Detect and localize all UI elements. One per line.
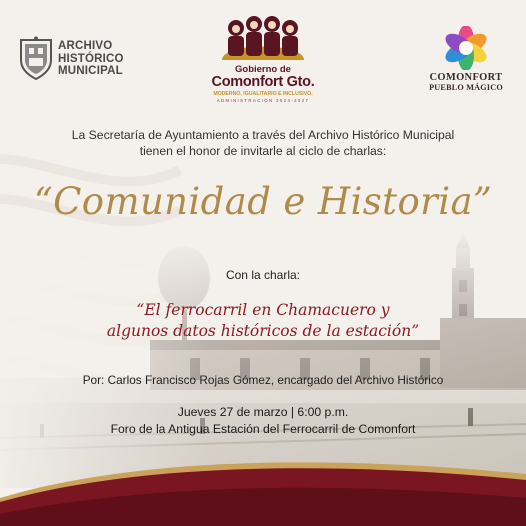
archivo-logo-line3: MUNICIPAL [58, 65, 123, 77]
intro-text [0, 127, 526, 159]
series-title: “Comunidad e Historia” [33, 180, 493, 223]
colorful-flower-icon [444, 26, 488, 70]
pueblo-magico-line1: COMONFORT [429, 72, 503, 83]
municipal-shield-icon [18, 36, 54, 80]
historical-figures-icon [220, 12, 306, 62]
archivo-historico-logo [18, 36, 138, 84]
archivo-logo-line2: HISTÓRICO [58, 52, 124, 65]
footer-wave [0, 440, 526, 526]
event-details [0, 404, 526, 437]
talk-title-line1: “El ferrocarril en Chamacuero y [136, 301, 390, 319]
event-venue: Foro de la Antigua Estación del Ferrocarril de Comonfort [110, 421, 416, 436]
comonfort-pueblo-magico-logo [422, 26, 510, 92]
talk-title-line2: algunos datos históricos de la estación” [106, 322, 420, 340]
gobierno-comonfort-logo [196, 12, 330, 102]
gobierno-logo-line1: Gobierno de [235, 64, 291, 75]
speaker-line: Por: Carlos Francisco Rojas Gómez, encargado del Archivo Histórico [82, 373, 444, 387]
intro-line2: tienen el honor de invitarle al ciclo de charlas: [139, 144, 387, 158]
gobierno-logo-line3: MODERNO, IGUALITARIO E INCLUSIVO. [213, 91, 313, 97]
pueblo-magico-line2: PUEBLO MÁGICO [429, 83, 503, 92]
charla-label: Con la charla: [225, 268, 301, 282]
intro-line1: La Secretaría de Ayuntamiento a través del Archivo Histórico Municipal [71, 128, 455, 142]
gobierno-logo-line4: ADMINISTRACIÓN 2024-2027 [216, 98, 310, 103]
event-date-time: Jueves 27 de marzo | 6:00 p.m. [177, 405, 349, 419]
talk-title [0, 300, 526, 342]
gobierno-logo-line2: Comonfort Gto. [211, 74, 315, 90]
archivo-logo-line1: ARCHIVO [58, 40, 113, 52]
